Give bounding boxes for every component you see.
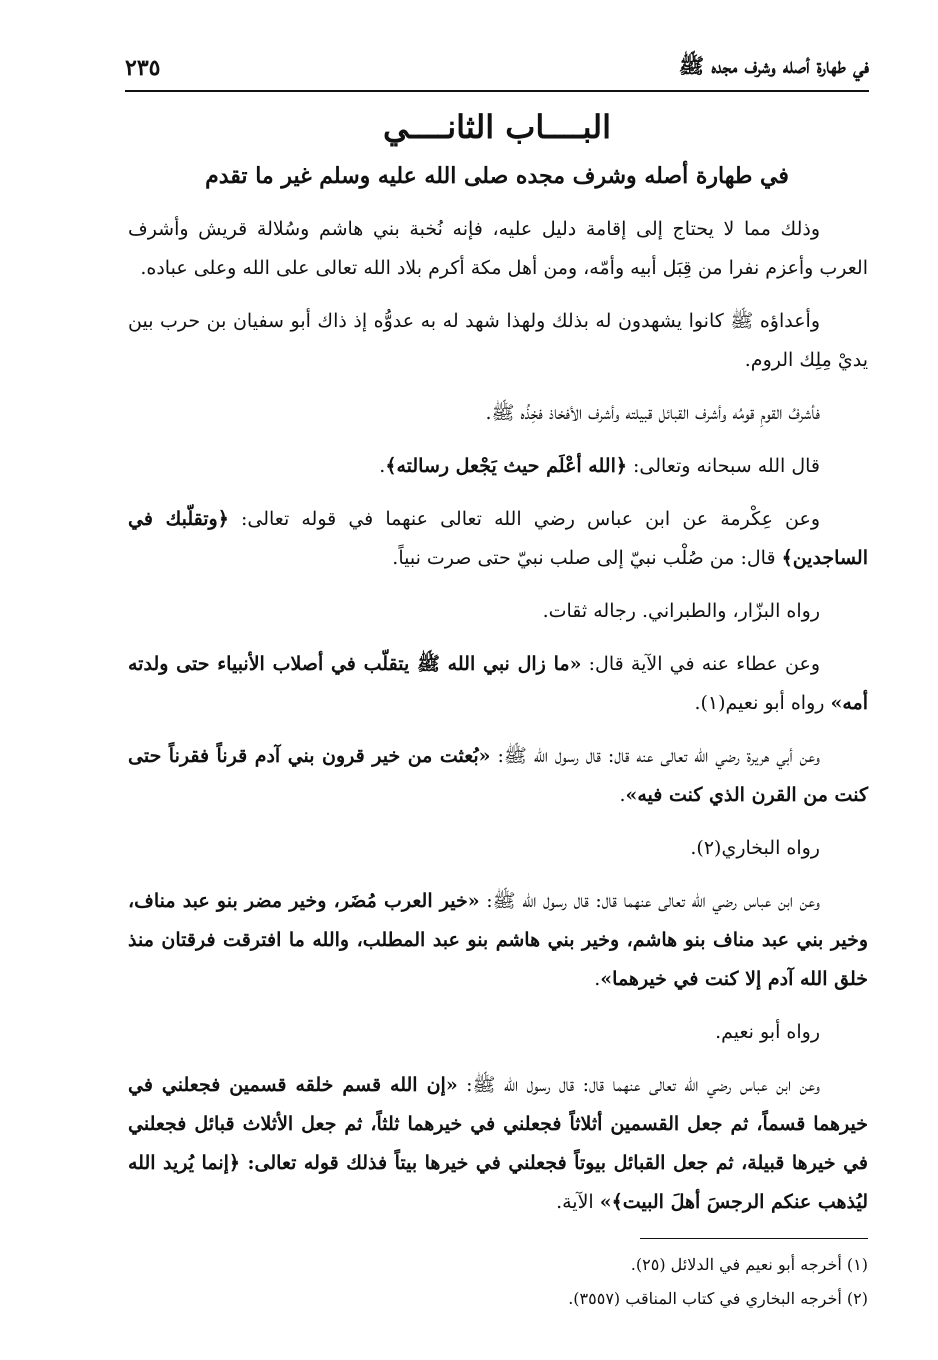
paragraph — [128, 1013, 868, 1052]
footnote-2: (٢) أخرجه البخاري في كتاب المناقب (٣٥٥٧). — [568, 1289, 868, 1308]
paragraph — [128, 394, 868, 433]
paragraph — [128, 302, 868, 380]
footnote-separator — [640, 1238, 868, 1239]
paragraph-text: الآية. — [556, 1191, 600, 1213]
quoted-text: «بُعثت من خير قرون بني آدم قرناً فقرناً حتى كنت من القرن الذي كنت فيه» — [128, 745, 868, 806]
quoted-text: «إن الله قسم خلقه قسمين فجعلني في خيرهما قسماً، ثم جعل القسمين أثلاثاً فجعلني في خيرهما ثلثاً، ثم جعل الأثلاث قبائل فجعلني في خيرها قبيلة، ثم جعل القبائل بيوتاً فجعلني في خيرها بيتاً فذلك قوله تعالى: ﴿إنما يُريد الله ليُذهب عنكم الرجسَ أهلَ البيت﴾» — [128, 1074, 868, 1213]
quoted-text: «ما زال نبي الله ﷺ يتقلّب في أصلاب الأنبياء حتى ولدته أمه» — [128, 653, 868, 714]
chapter-subtitle: في طهارة أصله وشرف مجده صلى الله عليه وسلم غير ما تقدم — [205, 163, 789, 189]
paragraph-text: وعن عطاء عنه في الآية قال: — [581, 653, 820, 675]
paragraph-text: قال: من صُلْب نبيّ إلى صلب نبيّ حتى صرت نبياً. — [392, 547, 782, 569]
paragraph-text: . — [619, 784, 626, 806]
paragraph-text: وعن ابن عباس رضي الله تعالى عنهما قال: قال رسول الله ﷺ: — [457, 1074, 820, 1096]
paragraph-text: رواه البخاري(٢). — [690, 837, 820, 859]
paragraph — [128, 882, 868, 999]
body-text — [128, 210, 868, 1236]
paragraph — [128, 645, 868, 723]
paragraph — [128, 210, 868, 288]
running-header — [125, 46, 869, 92]
footnote-1: (١) أخرجه أبو نعيم في الدلائل (٢٥). — [630, 1255, 868, 1274]
paragraph — [128, 1066, 868, 1222]
paragraph — [128, 829, 868, 868]
paragraph-text: . — [594, 968, 601, 990]
quoted-text: ﴿وتقلّبك في الساجدين﴾ — [128, 508, 868, 569]
paragraph-text: وذلك مما لا يحتاج إلى إقامة دليل عليه، فإنه نُخبة بني هاشم وسُلالة قريش وأشرف العرب وأعزم نفرا من قِبَل أبيه وأمّه، ومن أهل مكة أكرم بلاد الله تعالى على الله وعلى عباده. — [128, 218, 868, 279]
paragraph-text: رواه أبو نعيم. — [715, 1021, 820, 1043]
paragraph-text: قال الله سبحانه وتعالى: — [626, 455, 820, 477]
footnotes — [128, 1248, 868, 1316]
paragraph-text: رواه البزّار، والطبراني. رجاله ثقات. — [542, 600, 820, 622]
paragraph-text: وأعداؤه ﷺ كانوا يشهدون له بذلك ولهذا شهد له به عدوُّه إذ ذاك أبو سفيان بن حرب بين يديْ مِلِك الروم. — [128, 310, 868, 371]
paragraph-text: وعن عِكْرمة عن ابن عباس رضي الله تعالى عنهما في قوله تعالى: — [228, 508, 821, 530]
paragraph — [128, 592, 868, 631]
paragraph-text: وعن أبي هريرة رضي الله تعالى عنه قال: قال رسول الله ﷺ: — [490, 745, 820, 767]
page-number: ٢٣٥ — [125, 55, 161, 81]
paragraph — [128, 500, 868, 578]
quoted-text: ﴿الله أعْلَم حيث يَجْعل رسالته﴾ — [385, 455, 627, 477]
paragraph — [128, 447, 868, 486]
paragraph-text: . — [379, 455, 386, 477]
paragraph-text: وعن ابن عباس رضي الله تعالى عنهما قال: قال رسول الله ﷺ: — [479, 890, 820, 912]
running-header-title: في طهارة أصله وشرف مجده ﷺ — [678, 52, 869, 78]
quoted-text: «خير العرب مُضَر، وخير مضر بنو عبد مناف، وخير بني عبد مناف بنو هاشم، وخير بني هاشم بنو عبد المطلب، والله ما افترقت فرقتان منذ خلق الله آدم إلا كنت في خيرهما» — [128, 890, 868, 990]
paragraph — [128, 737, 868, 815]
paragraph-text: رواه أبو نعيم(١). — [694, 692, 831, 714]
chapter-title: البــــاب الثانــــي — [383, 108, 611, 146]
paragraph-text: فأشرفُ القومِ قومُه وأشرف القبائل قبيلته وأشرف الأفخاذ فخِذُه ﷺ. — [485, 402, 820, 424]
